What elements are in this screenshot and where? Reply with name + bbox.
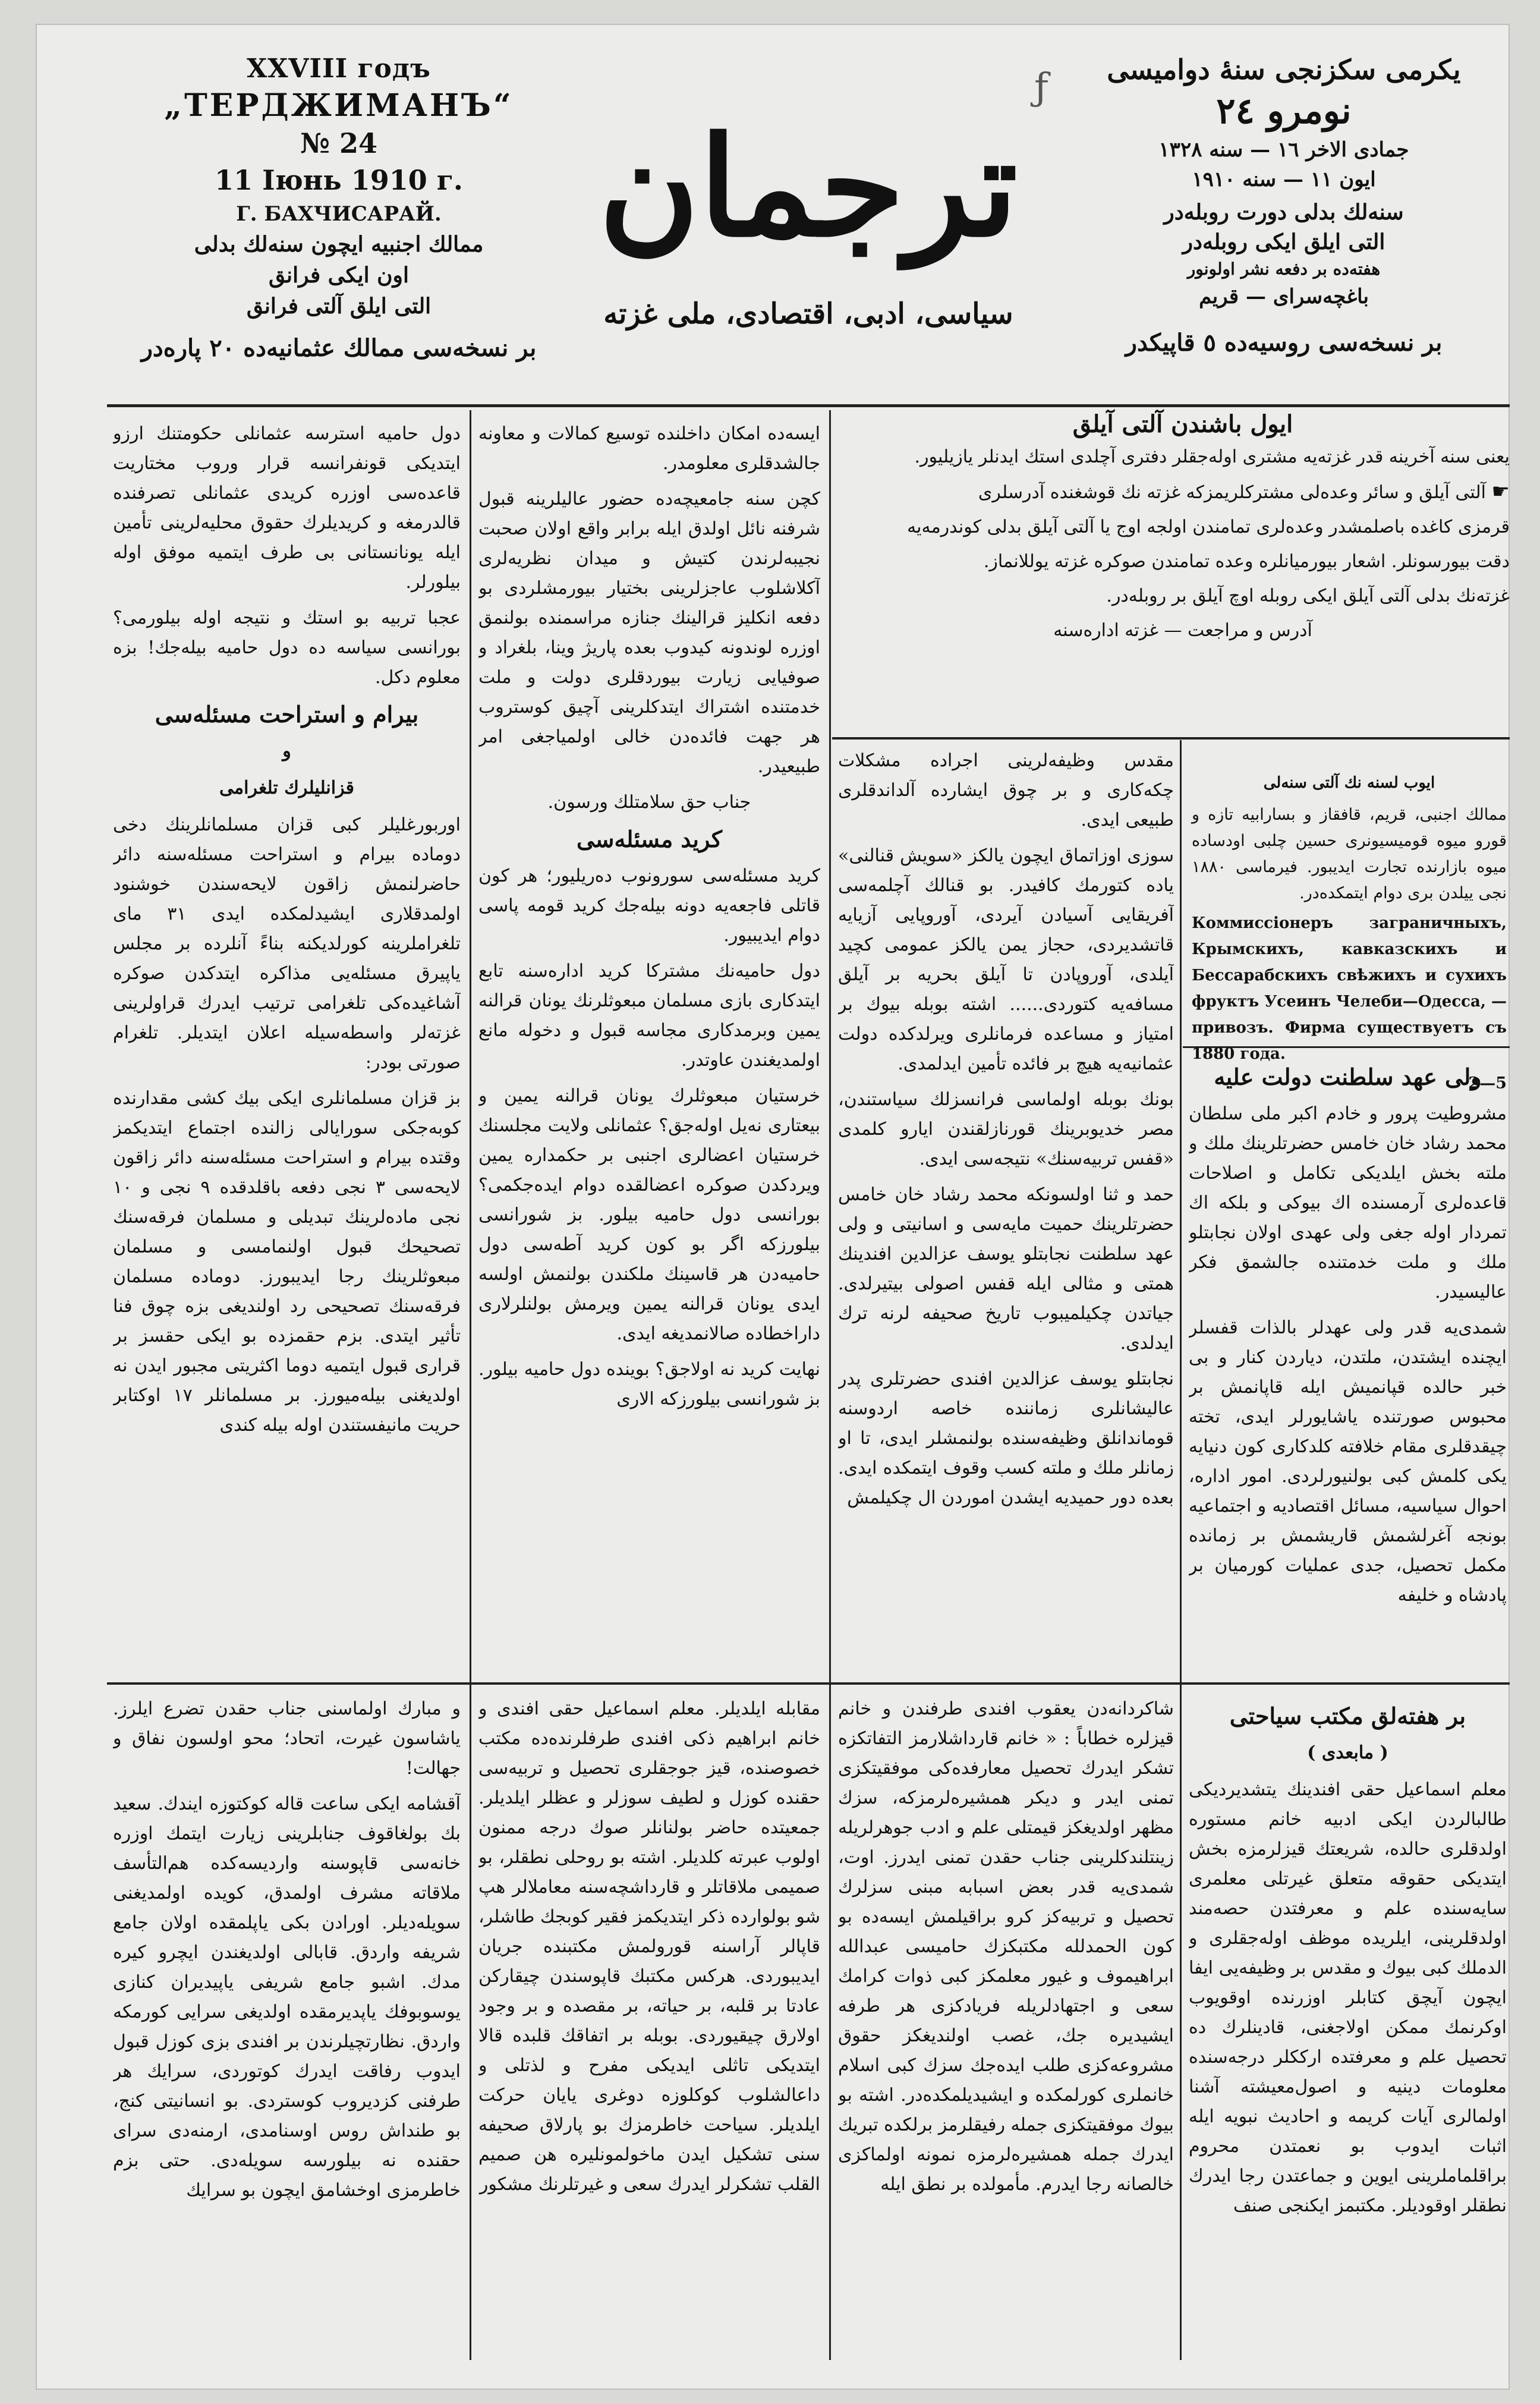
paragraph: کرید مسئله‌سی سورونوب ده‌ریلیور؛ هر کون قاتلی فاجعه‌یه دونه بیله‌جك کرید قومه‌ پاسی دوام ایدیبیور. [478, 866, 820, 946]
paragraph: شاکردانه‌دن یعقوب افندی طرفندن و خانم قیزلره خطاباً : « خانم قارداشلارمز التفاتکزه تشکر ایدرك تحصیل معارفده‌کی موفقیتکزی تمنی ایدر و دیکر همشیره‌لرمزکه، سزك مظهر اولدیغکز قیمتلی علم و ادب جوهرلریله زینتلندکلرینی جناب حقدن تمنی ایدرز. اوت، شمدی‌یه قدر بعض اسبابه مبنی سزلرك تحصیل و تربیه‌کز کرو براقیلمش ایسه‌ده بو کون الحمدلله مکتبکزك حامیسی عبدالله ابراهیموف و غیور معلمکز کبی ذوات کرامك سعی و اجتهادلریله فریادکزی هر طرفه ایشیدیره جك، غصب اولندیغکز حقوق مشروعه‌کزی طلب ایده‌جك سزك کبی اسلام خانملری کورلمکده و ایشیدیلمکده‌در. اشته بو بیوك موفقیتکزی جمله رفیقلرمز برلکده تبریك ایدرك جمله همشیره‌لرمزه نمونه اولماکزی خالصانه رجا ایدرم. مأمولده بر نطق ایله [838, 1698, 1174, 2195]
paragraph: نهایت کرید نه اولاجق؟ بوینده دول حامیه بیلور. بز شورانسی بیلورزکه الاری [478, 1359, 820, 1409]
heading-conjunction: و [282, 741, 291, 762]
header-left [107, 54, 571, 362]
paragraph: معلم اسماعیل حقی افندینك یتشدیردیکی طالبالردن ایکی ادبیه خانم مستوره اولدقلری حالده، شریعتك قیزلرمزه بخش ایتدیکی حقوقه متعلق غیرتلی معلمری سایه‌سنده علم و معرفتدن حصه‌مند اولدقلرینی، ایلریده موظف اوله‌جقلری و الدملك کبی بیوك و مقدس بر وظیفه‌یی ایفا ایچون آیچق کتابلر اوزرنده اوقویوب اوکرنمك ممکن اولاجغنی، قادینلرك ده تحصیل علم و معرفتده ارککلر درجه‌سنده معلومات دینیه و اصول‌معیشته آشنا اولمالری آیات کریمه و احادیث نبویه ایله اثبات ایدوب بو نعمتدن محروم براقلماملرینی ایوین و جماعتدن رجا ایدرك نطقلر اوقودیلر. مکتبمز ایکنجی صنف [1189, 1779, 1507, 2216]
school-trip-heading: بر هفته‌لق مکتب سیاحتی [1229, 1703, 1466, 1729]
heir-apparent-heading: ولی عهد سلطنت دولت علیه [1214, 1063, 1482, 1090]
notice-line: یعنی سنه آخرینه قدر غزته‌یه مشتری اوله‌جقلر دفتری آچلدی استك ایدنلر یازیلیور. [914, 446, 1510, 467]
column-rule-2 [829, 410, 831, 2360]
column-right-top [838, 746, 1174, 1673]
notice-title: ایول باشندن آلتی آیلق [1072, 410, 1293, 438]
paragraph: خرستیان مبعوثلرك یونان قرالنه یمین و بیعتاری نه‌یل اوله‌جق؟ عثمانلی ولایت مجلسنك خرستیان اعضالری اجنبی بر حکمداره یمین ویردکدن صوکره اعضالقده دوام ایده‌جکمی؟ بورانسی دول حامیه بیلور. بز شورانسی بیلورزکه اگر بو کون کرید آطه‌سی دول حامیه‌دن هر قاسینك ملکندن بولنمش اولسه ایدی یونان قرالنه یمین ویرمش بولنلرلاری داراخطاده صالانمدیغه ایدی. [478, 1085, 820, 1344]
notice-box-bottom-rule [832, 737, 1510, 740]
column-right-bottom [838, 1694, 1174, 2360]
paper-name: „ТЕРДЖИМАНЪ“ [164, 87, 514, 124]
notice-address: آدرس و مراجعت — غزته اداره‌سنه [1053, 620, 1312, 641]
masthead [594, 54, 1022, 386]
advert-russian-text: Коммиссiонеръ заграничныхъ, Крымскихъ, кавказскихъ и Бессарабскихъ свѣжихъ и сухихъ фруктъ Усеинъ Челеби—Одесса, — привозъ. Фирма существуетъ съ 1880 года. [1192, 914, 1507, 1063]
year-line: XXVIII годъ [247, 54, 431, 84]
notice-line: دقت بیورسونلر. اشعار بیورمیانلره وعده تمامندن صوکره غزته یوللانماز. [983, 551, 1510, 572]
fruit-commission-advert [1192, 770, 1507, 1097]
paragraph: بونك بوبله اولماسی فرانسزلك سیاستندن، مصر خدیوبرینك قورنازلقندن ایارو کلمدی «قفس تربیه‌سنك» نتیجه‌سی ایدی. [838, 1089, 1174, 1169]
hijri-date: جمادی الاخر ۱٦ — سنه ۱۳۲۸ [1158, 138, 1409, 162]
paragraph: دول حامیه‌نك مشترکا کرید اداره‌سنه تابع ایتدکاری بازی مسلمان مبعوثلرنك یونان قرالنه یمین وبرمدکاری مجاسه قبول و دخوله مانع اولمدیغندن عاوتدر. [478, 961, 820, 1071]
column-left-top [113, 419, 461, 1673]
copy-price: بر نسخه‌سی روسیه‌ده ٥ قاپیکدر [1125, 329, 1443, 357]
masthead-title: ترجمان [599, 107, 1018, 268]
advert-arabic-text: ممالك اجنبی، قریم، قافقاز و بسارابیه تازه و قورو میوه قومیسیونری حسین چلبی اودساده میوه بازارنده تجارت ایدیبور. فیرماسی ۱۸۸۰ نجی ییلدن بری دوام ایتمکده‌در. [1192, 805, 1507, 902]
notice-line: غزته‌نك بدلی آلتی آیلق ایکی روبله اوچ آیلق بر روبله‌در. [1106, 586, 1510, 606]
issue-number-arabic: نومرو ۲٤ [1216, 90, 1352, 132]
header-right [1094, 54, 1474, 357]
ottoman-price-line: بر نسخه‌سی ممالك عثمانیه‌ده ۲۰ پاره‌در [141, 334, 537, 362]
column-far-right-top [1189, 1055, 1507, 1673]
paragraph: دول حامیه استرسه عثمانلی حکومتنك ارزو ایتدیکی قونفرانسه قرار وروب مختاریت قاعده‌سی اوزره کریدی عثمانلی تصرفنده قالدرمغه و کریدیلرك حقوق محلیه‌لرینی تأمین ایله یونانستانی بی طرف ایتمیه موفق اوله بیلورلر. [113, 423, 461, 593]
paragraph: کچن سنه جامعیچه‌ده حضور عالیلرینه قبول شرفنه نائل اولدق ایله برابر واقع اولان صحبت نجیبه‌لرندن کتیش و میدان نظریه‌لری آکلاشلوب عاجزلرینی بختیار بیورمشلردی بو دفعه انکلیز قرالینك جنازه مراسمنده بولنمق اوزره لوندونه کیدوب بعده پاریژ وینا، بلغراد و صوفیایی زیارت بیوردقلری دولت و ملت خدمتنده اشتراك ایتدکلرینی آچیق کوستروب هر جهت فائده‌دن خالی اولمیاجغی امر طبیعیدر. [478, 489, 820, 777]
paragraph: ایسه‌ده امکان داخلنده توسیع کمالات و معاونه جالشدقلری معلومدر. [478, 423, 820, 474]
paragraph: آقشامه ایکی ساعت قاله کوکتوزه ایندك. سعید بك بولغاقوف جنابلرینی زیارت ایتمك اوزره خانه‌سی قاپوسنه واردیسه‌کده هم‌التأسف ملاقاته مشرف اولمدق، کویده اولمدیغنی سویله‌دیلر. اورادن بکی یاپلمقده اولان جامع شریفه واردق. قابالی اولدیغندن ایچرو کیره مدك. اشبو جامع شریفی یاپیدیران کنازی یوسوبوفك یاپدیرمقده اولدیغی سرایی کورمکه واردق. نظارتچیلرندن بر افندی بزی کوزل قبول ایدوب رفاقت ایدرك کوتوردی، سرایك هر طرفنی کزدیروب کوستردی. بو انسانیتی کنج، بو طنداش روس اوسنامدی، ارمنه‌دی سرای حقنده نه بیلورسه سویله‌دی. حتی بزم خاطرمزی اوخشامق ایچون بو سرایك [113, 1793, 461, 2201]
paragraph: نجابتلو یوسف عزالدین افندی حضرتلری پدر عالیشانلری زماننده خاصه اردوسنه قوماندانلق وظیفه‌سنده بولنمشلر ایدی، تا او زمانلر ملك و ملته کسب وقوف ایتمکده ایدی. بعده دور حمیدیه ایشدن اموردن ال چکیلمش [838, 1368, 1174, 1508]
notice-line: قرمزی کاغده باصلمشدر وعده‌لری تمامندن اولجه اوج یا آلتی آیلق بدلی کوندرمه‌یه [907, 517, 1510, 537]
notice-line [856, 476, 1510, 508]
half-year-price: التی ایلق ایکی روبله‌در [1182, 229, 1385, 254]
subscription-notice [856, 410, 1510, 650]
paragraph: مقدس وظیفه‌لرینی اجراده مشکلات چکه‌کاری و بر چوق ایشارده آلداندقلری طبیعی ایدی. [838, 750, 1174, 830]
foreign-price-line-3: التی ایلق آلتی فرانق [246, 294, 432, 319]
foreign-price-line-1: ممالك اجنبیه ایچون سنه‌لك بدلی [194, 232, 484, 257]
place-arabic: باغچه‌سرای — قریم [1199, 285, 1369, 309]
paragraph: عجبا تربیه بو استك و نتیجه اوله بیلورمی؟ بورانسی سیاسه‌ ده دول حامیه بیله‌جك! بزه معلوم دکل. [113, 608, 461, 688]
middle-section-rule [107, 1682, 1510, 1685]
paragraph: و مبارك اولماسنی جناب حقدن تضرع ایلرز. یاشاسون غیرت، اتحاد؛ محو اولسون نفاق و جهالت! [113, 1698, 461, 1779]
paragraph: شمدی‌یه قدر ولی عهدلر بالذات قفسلر ایچنده ایشتدن، ملتدن، دیاردن کنار و بی خبر حالده قپانمیش ایله قاپانمش بر محبوس صورتنده یاشایورلر ایدی، تخته چیقدقلری مقام خلافته کلدکاری کون دنیایه یکی کلمش کبی بولنیورلردی. امور اداره، احوال سیاسیه، مسائل اقتصادیه و اجتماعیه بونجه آغرلشمش قاریشمش بر زمانده مکمل تحصیل، جدی عملیات کورمیان بر پادشاه و خلیفه [1189, 1317, 1507, 1606]
issue-number: № 24 [300, 127, 378, 159]
newspaper-page [36, 24, 1510, 2390]
column-rule-3 [1180, 740, 1182, 2360]
column-far-right-bottom [1189, 1694, 1507, 2360]
pointing-hand-icon: ☛ [1491, 480, 1510, 504]
advert-number: 2—5 [1468, 1074, 1507, 1093]
continuation-note: ( مابعدی ) [1307, 1742, 1388, 1763]
paragraph: حمد و ثنا اولسونکه محمد رشاد خان خامس حضرتلرینك حمیت مایه‌سی و اسانیتی و ولی عهد سلطنت نجابتلو یوسف عزالدین افندینك همتی و مثالی ایله قفس اصولی بیتیرلدی. جیاتدن چکیلمیبوب تاریخ صحیفه لرنه ترك ایدلدی. [838, 1184, 1174, 1354]
paragraph: مقابله ایلدیلر. معلم اسماعیل حقی افندی و خانم ابراهیم ذکی افندی طرفلرنده‌ده مکتب خصوصنده، قیز جوجقلری تحصیل و تربیه‌سی حقنده کوزل و لطیف سوزلر و عظلر ایلدیلر. جمعیتده حاضر بولنانلر صوك درجه ممنون اولوب عبرته کلدیلر. اشته بو روحلی نطقلر، بو صمیمی ملاقاتلر و قارداشچه‌سنه معاملالر هپ شو بولوارده ذکر ایتدیکمز فقیر کوبجك طاشلر، قاپالر آراسنه قورولمش مکتبنده جریان ایدیبوردی. هرکس مکتبك قاپوسندن چیقارکن عادتا بر قلبه، بر حیاته، بر مقصده و بر وجود اولارق چیقیوردی. بوبله بر اتفاقك قلبده قالا ایتدیکی تاثلی ایدیکی مفرح و لذتلی و داعالشلوب کوکلوزه دوغری یایان حرکت ایلدیلر. سیاحت خاطرمزك بو پارلاق صحیفه سنی تشکیل ایدن ماخولمونلیره هن صمیم القلب تشکرلر ایدرك سعی و غیرتلرنك مشکور [478, 1698, 820, 2195]
column-rule-1 [470, 410, 471, 2360]
crete-question-heading: کرید مسئله‌سی [577, 826, 722, 852]
paragraph: مشروطیت پرور و خادم اکبر ملی سلطان محمد رشاد خان خامس حضرتلرینك ملك و ملته بخش ایلدیکی تکامل و اصلاحات قاعده‌لری آرمسنده اك بیوکی و بلکه اك تمردار اوله جغی ولی عهدی اولان نجابتلو ملك و ملت خدمتنده جالشمق فکر عالیسیدر. [1189, 1103, 1507, 1302]
masthead-subtitle: سیاسی، ادبی، اقتصادی، ملی غزته [603, 297, 1013, 331]
advert-title: ایوب لسنه‌ نك آلتی سنه‌لی [1263, 774, 1435, 792]
foreign-price-line-2: اون ایکی فرانق [269, 263, 409, 288]
gregorian-date: ایون ۱۱ — سنه ۱۹۱۰ [1192, 168, 1376, 191]
notice-line-text: آلتی آیلق و سائر وعده‌لی مشترکلریمزکه غزته‌ نك قوشغنده آدرسلری [978, 482, 1486, 503]
year-of-publication: یکرمی سکزنجی سنهٔ دوامیسی [1107, 54, 1461, 86]
holiday-question-heading: بیرام و استراحت مسئله‌سی [155, 701, 419, 728]
column-middle-bottom [478, 1694, 820, 2360]
frequency-note: هفته‌ده بر دفعه نشر اولونور [1187, 259, 1381, 279]
ink-mark: ƒ [1034, 65, 1048, 109]
paragraph: بز قزان مسلمانلری ایکی بیك کشی مقدارنده کوبه‌جکی سورایالی زالنده اجتماع ایتدیکمز وقتده بیرام و استراحت مسئله‌سنه دائر زاقون لایحه‌سی ۳ نجی دفعه باقلدقده ۹ نجی و ۱۰ نجی ماده‌لرینك تبدیلی و مسلمان فرقه‌سنك تصحیحك قبول اولنمامسی و مسلمان مبعوثلرینك رجا ایدیبورز. دوماده مسلمان فرقه‌سنك تصحیحی رد اولندیغی بزه چوق فنا تأثیر ایتدی. بزم حقمزده بو ایکی حقسز بر قراری قبول ایتمیه دوما اکثریتی مجبور ایدن نه اولدیغنی بیله‌میورز. بر مسلمانلر ۱۷ اوکتابر حریت مانیفستندن اوله بیله کندی [113, 1088, 461, 1436]
column-middle-top [478, 419, 820, 1673]
publication-place: Г. БАХЧИСАРАЙ. [236, 202, 442, 226]
yearly-price: سنه‌لك بدلی دورت روبله‌در [1164, 200, 1404, 225]
header-rule [107, 404, 1510, 407]
paragraph: سوزی اوزاتماق ایچون یالکز «سویش قنالنی» یاده کتورمك کافیدر. بو قنالك آچلمه‌سی آفریقایی آسیادن آیردی، آوروپایی آزیایه قاتشدیردی، حجاز یمن یالکز عمومی کچید آیلدی، آوروپادن تا آیلق بحریه بر آیلق مسافه‌یه کتوردی...... اشته بوبله بیوك بر امتیاز و مساعده فرمانلری ویرلدکده دولت عثمانیه‌یه هیچ بر فائده تأمین ایدلمدی. [838, 845, 1174, 1074]
issue-date: 11 Iюнь 1910 г. [215, 164, 463, 196]
column-left-bottom [113, 1694, 461, 2360]
paragraph: جناب حق سلامتلك ورسون. [547, 792, 751, 813]
kazan-telegram-heading: قزانلیلرك تلغرامی [219, 778, 354, 798]
paragraph: اوربورغلیلر کبی قزان مسلمانلرینك دخی دوماده بیرام و استراحت مسئله‌سنه دائر حاضرلنمش زاقون لایحه‌سندن خوشنود اولمدقلاری ایشیدلمکده ایدی ۳۱ مای تلغراملرینه کورلدیکنه بناءً آنلرده بر مجلس یاپیرق مسئله‌یی مذاکره ایتدکدن صوکره آشاغیده‌کی تلغرامی ترتیب ایدرك قراولرینی غزته‌لر واسطه‌سیله اعلان ایتدیلر. تلغرام صورتی بودر: [113, 814, 461, 1073]
